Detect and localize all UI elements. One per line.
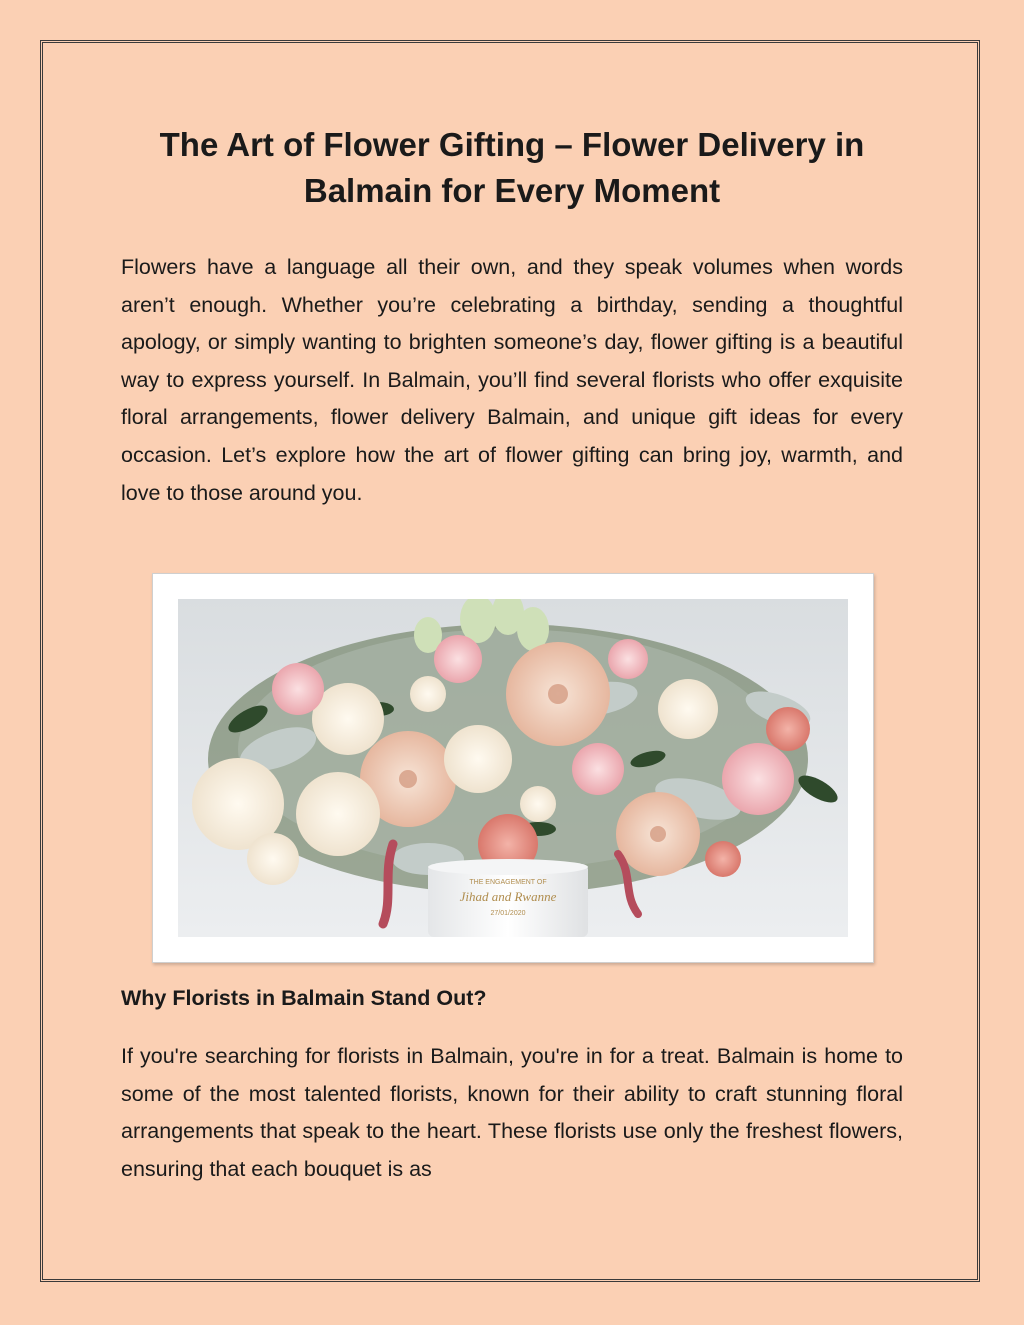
flower-bouquet-image (178, 599, 848, 937)
page-title (100, 122, 924, 214)
intro-paragraph: Flowers have a language all their own, and they speak volumes when words aren’t enough. Whether you’re celebrating a birthday, sending a thoughtful apology, or simply wanting to brighten someone’s day, flower gifting is a beautiful way to express yourself. In Balmain, you’ll find several florists who offer exquisite floral arrangements, flower delivery Balmain, and unique gift ideas for every occasion. Let’s explore how the art of flower gifting can bring joy, warmth, and love to those around you. (121, 255, 903, 505)
box-label-line-2: Jihad and Rwanne (459, 889, 557, 904)
section-paragraph: If you're searching for florists in Balmain, you're in for a treat. Balmain is home to some of the most talented florists, known for their ability to craft stunning floral arrangements that speak to the heart. These florists use only the freshest flowers, ensuring that each bouquet is as (121, 1044, 903, 1181)
title-line-1: The Art of Flower Gifting – Flower Delivery in (159, 126, 865, 163)
title-line-2: Balmain for Every Moment (303, 172, 721, 209)
box-label-line-3: 27/01/2020 (490, 910, 526, 917)
bouquet-photo (178, 599, 848, 937)
section-heading: Why Florists in Balmain Stand Out? (121, 986, 487, 1010)
box-label-line-1: THE ENGAGEMENT OF (469, 879, 547, 886)
bouquet-photo-frame (152, 573, 874, 963)
